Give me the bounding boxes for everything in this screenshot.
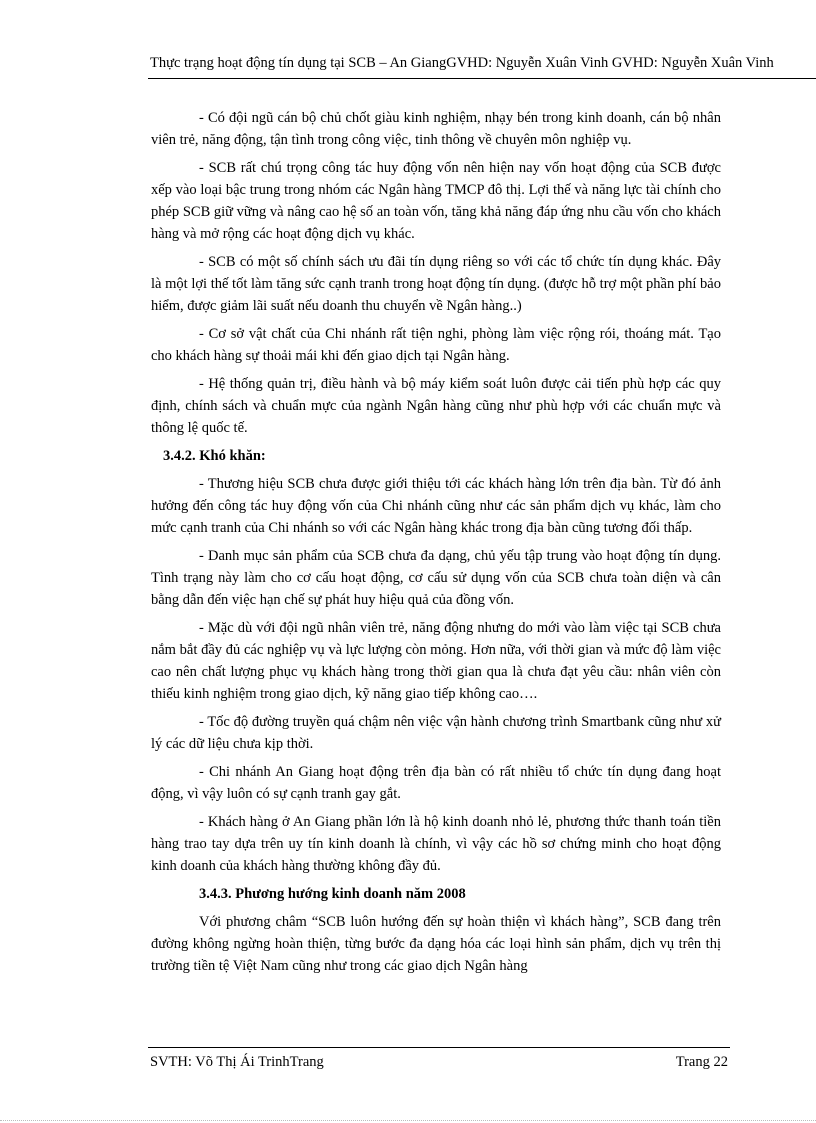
page-header: Thực trạng hoạt động tín dụng tại SCB – An GiangGVHD: Nguyễn Xuân Vinh GVHD: Nguyễn Xuân Vinh bbox=[150, 55, 774, 71]
strength-paragraph-5: - Hệ thống quản trị, điều hành và bộ máy kiểm soát luôn được cải tiến phù hợp các quy định, chính sách và chuẩn mực của ngành Ngân hàng cũng như phù hợp với các chuẩn mực và thông lệ quốc tế. bbox=[151, 376, 721, 436]
header-divider bbox=[148, 78, 816, 79]
document-body bbox=[151, 107, 721, 983]
strength-paragraph-2: - SCB rất chú trọng công tác huy động vốn nên hiện nay vốn hoạt động của SCB được xếp vào loại bậc trung trong nhóm các Ngân hàng TMCP đô thị. Lợi thế và năng lực tài chính cho phép SCB giữ vững và nâng cao hệ số an toàn vốn, tăng khả năng đáp ứng nhu cầu vốn cho khách hàng và mở rộng các hoạt động dịch vụ khác. bbox=[151, 160, 721, 242]
difficulty-paragraph-3: - Mặc dù với đội ngũ nhân viên trẻ, năng động nhưng do mới vào làm việc tại SCB chưa nắm bắt đầy đủ các nghiệp vụ và lực lượng còn mỏng. Hơn nữa, với thời gian và mức độ làm việc cao nên chất lượng phục vụ khách hàng trong thời gian qua là chưa đạt yêu cầu: nhân viên còn thiếu kinh nghiệm trong giao dịch, kỹ năng giao tiếp không cao…. bbox=[151, 620, 721, 702]
footer-divider bbox=[148, 1047, 730, 1048]
difficulty-paragraph-1: - Thương hiệu SCB chưa được giới thiệu tới các khách hàng lớn trên địa bàn. Từ đó ảnh hưởng đến công tác huy động vốn của Chi nhánh cũng như các sản phẩm dịch vụ khác, làm cho mức cạnh tranh của Chi nhánh so với các Ngân hàng khác trong địa bàn cũng tương đối thấp. bbox=[151, 476, 721, 536]
difficulty-paragraph-6: - Khách hàng ở An Giang phần lớn là hộ kinh doanh nhỏ lẻ, phương thức thanh toán tiền hàng trao tay dựa trên uy tín kinh doanh là chính, vì vậy các hồ sơ chứng minh cho hoạt động kinh doanh của khách hàng thường không đầy đủ. bbox=[151, 814, 721, 874]
strength-paragraph-3: - SCB có một số chính sách ưu đãi tín dụng riêng so với các tổ chức tín dụng khác. Đây là một lợi thế tốt làm tăng sức cạnh tranh trong hoạt động tín dụng. (được hỗ trợ một phần phí bảo hiểm, được giảm lãi suất nếu doanh thu chuyển về Ngân hàng..) bbox=[151, 254, 721, 314]
strength-paragraph-4: - Cơ sở vật chất của Chi nhánh rất tiện nghi, phòng làm việc rộng rói, thoáng mát. Tạo cho khách hàng sự thoải mái khi đến giao dịch tại Ngân hàng. bbox=[151, 326, 721, 364]
section-heading-direction: 3.4.3. Phương hướng kinh doanh năm 2008 bbox=[199, 886, 466, 902]
difficulty-paragraph-5: - Chi nhánh An Giang hoạt động trên địa bàn có rất nhiều tổ chức tín dụng đang hoạt động, vì vậy luôn có sự cạnh tranh gay gắt. bbox=[151, 764, 721, 802]
footer-page-number: Trang 22 bbox=[675, 1054, 728, 1070]
section-heading-difficulties: 3.4.2. Khó khăn: bbox=[163, 448, 266, 464]
difficulty-paragraph-4: - Tốc độ đường truyền quá chậm nên việc vận hành chương trình Smartbank cũng như xử lý các dữ liệu chưa kịp thời. bbox=[151, 714, 721, 752]
difficulty-paragraph-2: - Danh mục sản phẩm của SCB chưa đa dạng, chủ yếu tập trung vào hoạt động tín dụng. Tình trạng này làm cho cơ cấu hoạt động, cơ cấu sử dụng vốn của SCB chưa toàn diện và cân bằng dẫn đến việc hạn chế sự phát huy hiệu quả của đồng vốn. bbox=[151, 548, 721, 608]
direction-paragraph: Với phương châm “SCB luôn hướng đến sự hoàn thiện vì khách hàng”, SCB đang trên đường không ngừng hoàn thiện, từng bước đa dạng hóa các loại hình sản phẩm, dịch vụ trên thị trường tiền tệ Việt Nam cũng như trong các giao dịch Ngân hàng bbox=[151, 914, 721, 974]
strength-paragraph-1: - Có đội ngũ cán bộ chủ chốt giàu kinh nghiệm, nhạy bén trong kinh doanh, cán bộ nhân viên trẻ, năng động, tận tình trong công việc, tinh thông về chuyên môn nghiệp vụ. bbox=[151, 110, 721, 148]
page-bottom-edge bbox=[0, 1120, 816, 1121]
footer-student: SVTH: Võ Thị Ái TrinhTrang bbox=[150, 1054, 324, 1070]
